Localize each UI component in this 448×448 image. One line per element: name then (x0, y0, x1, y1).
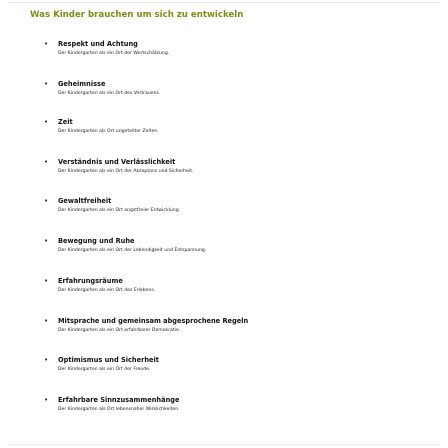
list-item (0, 276, 448, 306)
bullet-icon: • (44, 317, 49, 325)
list-item-subtitle: Der Kindergarten als ein Ort des Vertrauens. (58, 91, 161, 96)
list-item-subtitle: Der Kindergarten als ein Ort der Wertschätzung. (58, 51, 170, 56)
list-item-subtitle: Der Kindergarten als ein Ort angstfreier Entwicklung. (58, 208, 181, 213)
list-item (0, 236, 448, 266)
list-item-title: Mitsprache und gemeinsam abgesprochene Regeln (58, 317, 249, 325)
list-item (0, 39, 448, 69)
list-item (0, 117, 448, 147)
bullet-icon: • (44, 197, 49, 205)
list-item (0, 79, 448, 109)
list-item-subtitle: Der Kindergarten als ein Ort der Freude. (58, 367, 151, 372)
list-item-title: Optimismus und Sicherheit (58, 356, 159, 364)
list-item (0, 395, 448, 425)
list-item-subtitle: Der Kindergarten als ein Ort erfahrbarer Demokratie. (58, 328, 181, 333)
list-item (0, 157, 448, 187)
list-item-subtitle: Der Kindergarten als ein Ort der Lebendigkeit und Entspannung. (58, 248, 207, 253)
list-item (0, 355, 448, 385)
bullet-icon: • (44, 118, 49, 126)
bullet-icon: • (44, 396, 49, 404)
bullet-icon: • (44, 277, 49, 285)
page-title: Was Kinder brauchen um sich zu entwickeln (30, 10, 244, 20)
list-item-title: Erfahrungsräume (58, 277, 123, 285)
list-item-title: Bewegung und Ruhe (58, 237, 135, 245)
bullet-icon: • (44, 356, 49, 364)
list-item-title: Erfahrbare Sinnzusammenhänge (58, 396, 180, 404)
list-item (0, 316, 448, 346)
list-item-title: Gewaltfreiheit (58, 197, 112, 205)
list-item-subtitle: Der Kindergarten als Ort lebensnaher Wirklichkeiten. (58, 407, 180, 412)
bullet-icon: • (44, 237, 49, 245)
bullet-icon: • (44, 158, 49, 166)
bullet-icon: • (44, 40, 49, 48)
list-item (0, 196, 448, 226)
list-item-title: Verständnis und Verlässlichkeit (58, 158, 176, 166)
list-item-subtitle: Der Kindergarten als Ort ungeteilter Zeiten. (58, 129, 159, 134)
list-item-subtitle: Der Kindergarten als ein Ort des Erlebens. (58, 288, 156, 293)
list-item-title: Zeit (58, 118, 73, 126)
list-item-subtitle: Der Kindergarten als ein Ort der Akzeptanz und Sicherheit. (58, 169, 194, 174)
list-item-title: Respekt und Achtung (58, 40, 138, 48)
bullet-icon: • (44, 80, 49, 88)
list-item-title: Geheimnisse (58, 80, 106, 88)
bottom-divider (8, 444, 440, 445)
